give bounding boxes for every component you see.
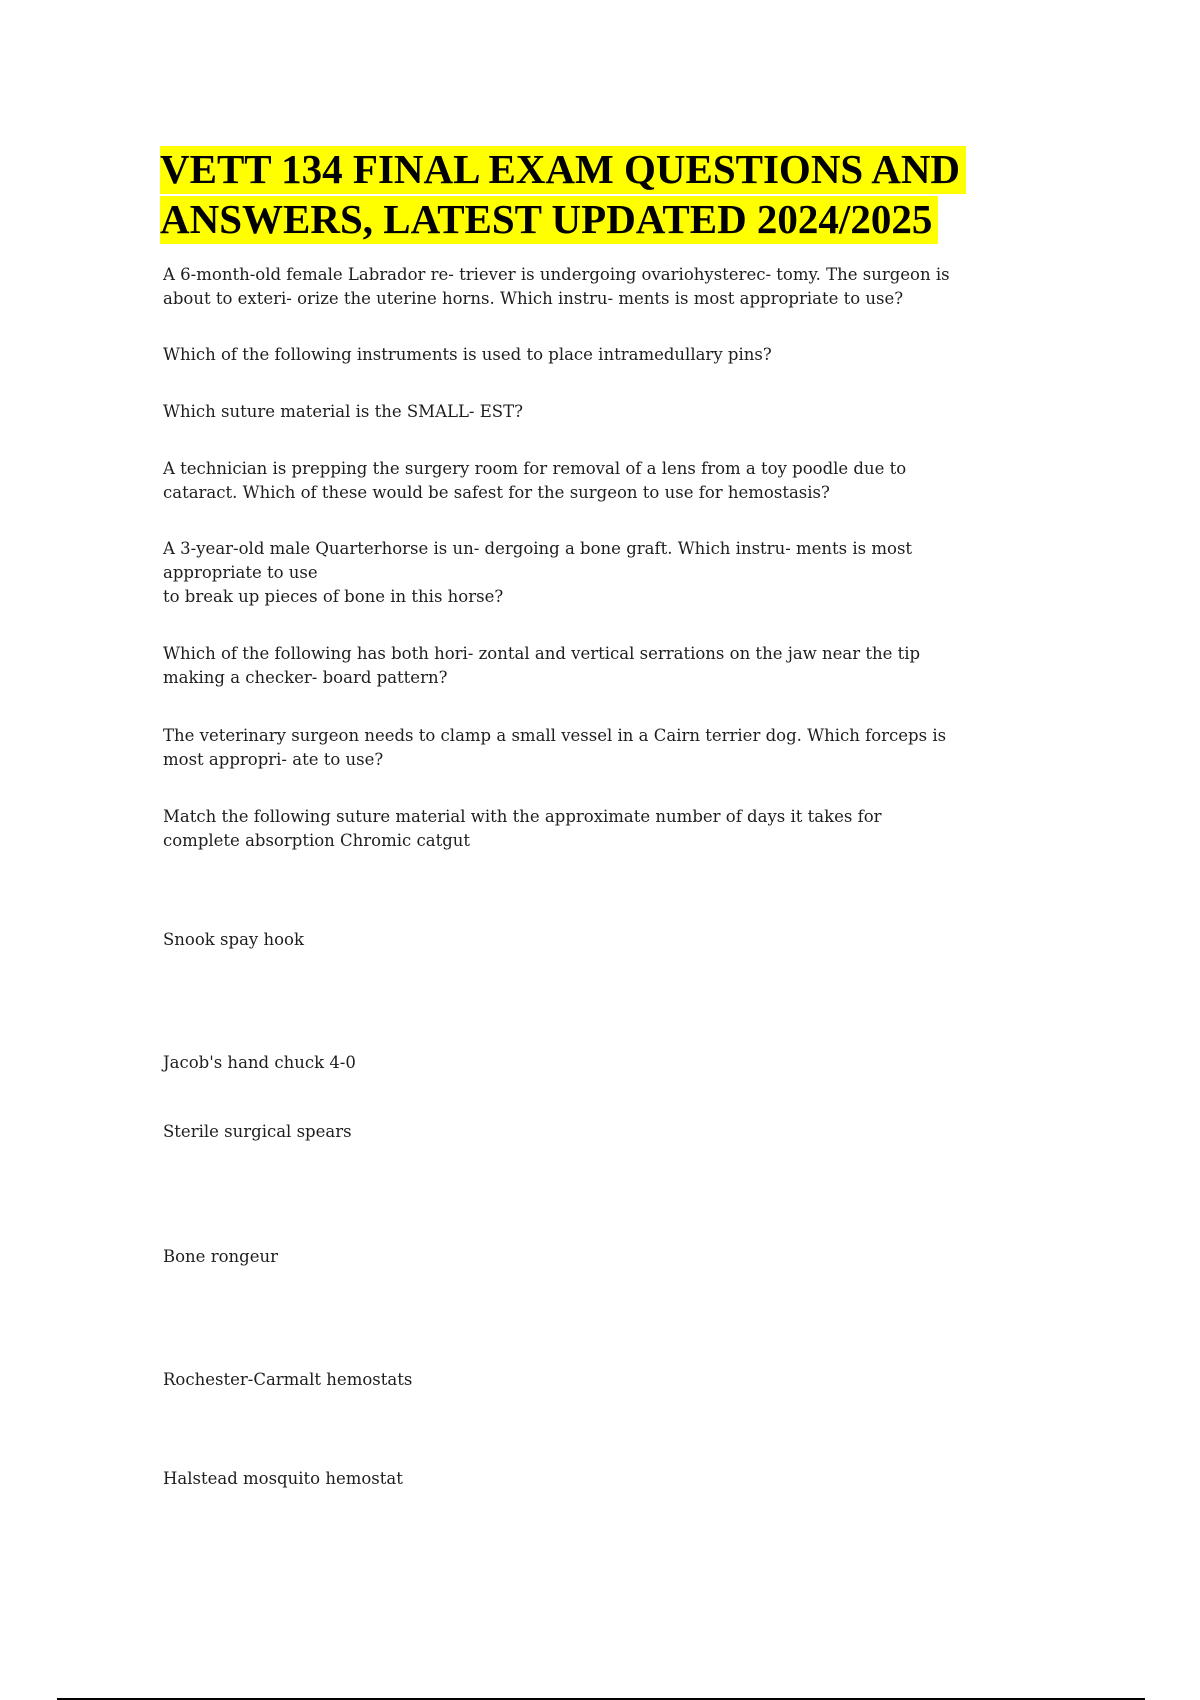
question-line: most appropri- ate to use? <box>163 750 384 769</box>
question-7 <box>163 724 993 772</box>
answer-1: Snook spay hook <box>163 930 304 949</box>
question-line: about to exteri- orize the uterine horns. Which instru- ments is most appropriate to use? <box>163 289 904 308</box>
question-line: making a checker- board pattern? <box>163 668 448 687</box>
question-line: A technician is prepping the surgery room for removal of a lens from a toy poodle due to <box>163 459 907 478</box>
question-line: Match the following suture material with the approximate number of days it takes for <box>163 807 882 826</box>
question-line: The veterinary surgeon needs to clamp a small vessel in a Cairn terrier dog. Which forceps is <box>163 726 947 745</box>
question-8 <box>163 805 993 853</box>
question-line: Which suture material is the SMALL- EST? <box>163 402 523 421</box>
document-title <box>160 144 1060 244</box>
question-line: Which of the following has both hori- zontal and vertical serrations on the jaw near the tip <box>163 644 921 663</box>
answer-4: Bone rongeur <box>163 1247 278 1266</box>
question-line: A 6-month-old female Labrador re- triever is undergoing ovariohysterec- tomy. The surgeon is <box>163 265 950 284</box>
question-6 <box>163 642 993 690</box>
title-line-2: ANSWERS, LATEST UPDATED 2024/2025 <box>160 196 938 244</box>
answer-5: Rochester-Carmalt hemostats <box>163 1370 413 1389</box>
question-line: Which of the following instruments is used to place intramedullary pins? <box>163 345 772 364</box>
question-5 <box>163 537 993 609</box>
answer-3: Sterile surgical spears <box>163 1122 352 1141</box>
title-line-1: VETT 134 FINAL EXAM QUESTIONS AND <box>160 146 966 194</box>
question-line: cataract. Which of these would be safest for the surgeon to use for hemostasis? <box>163 483 830 502</box>
answer-2: Jacob's hand chuck 4-0 <box>163 1053 356 1072</box>
question-line: to break up pieces of bone in this horse? <box>163 587 504 606</box>
answer-6: Halstead mosquito hemostat <box>163 1469 403 1488</box>
question-line: A 3-year-old male Quarterhorse is un- dergoing a bone graft. Which instru- ments is most <box>163 539 913 558</box>
question-1 <box>163 263 993 311</box>
question-4 <box>163 457 993 505</box>
question-line: complete absorption Chromic catgut <box>163 831 471 850</box>
question-2 <box>163 343 993 367</box>
question-3 <box>163 400 993 424</box>
question-line: appropriate to use <box>163 563 318 582</box>
